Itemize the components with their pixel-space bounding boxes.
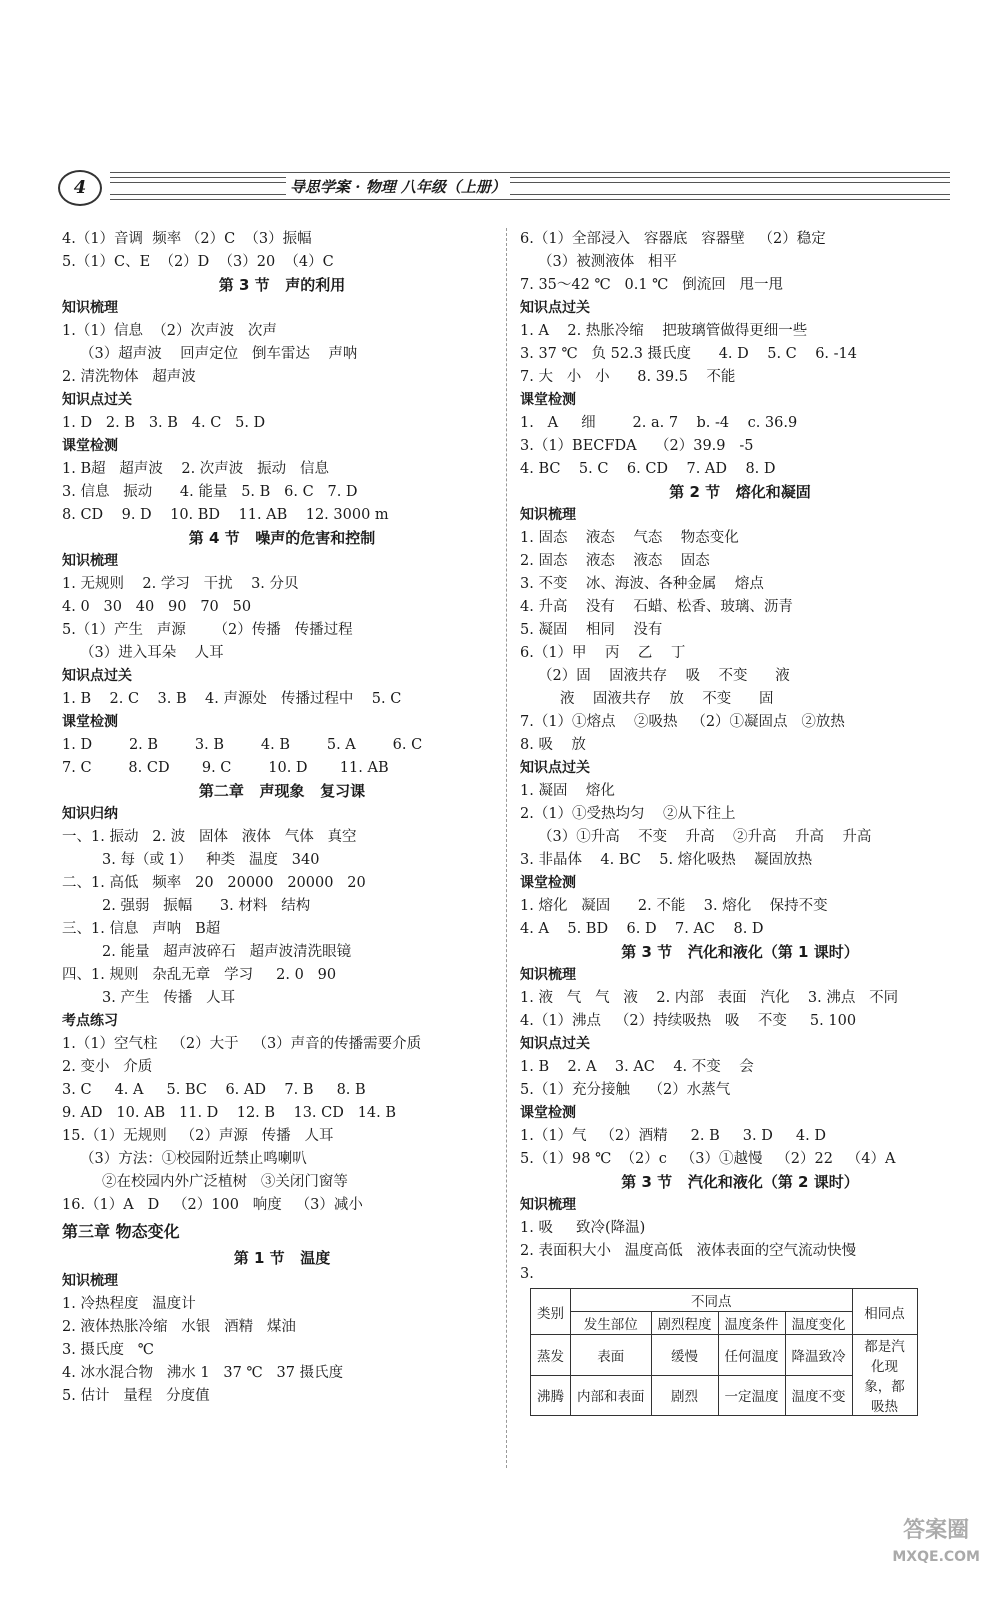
answer-line: 7.（1）①熔点 ②吸热 （2）①凝固点 ②放热 (520, 714, 845, 730)
table-cell: 内部和表面 (571, 1375, 652, 1416)
answer-line: （3）超声波 回声定位 倒车雷达 声呐 (80, 346, 358, 362)
answer-line: （3）被测液体 相平 (538, 254, 678, 270)
page-header (58, 162, 950, 208)
table-cell: 温度不变 (785, 1375, 852, 1416)
chapter-title: 第三章 物态变化 (62, 1222, 180, 1241)
answer-line: 3. 信息 振动 4. 能量 5. B 6. C 7. D (62, 484, 358, 500)
answer-line: 6.（1）甲 丙 乙 丁 (520, 645, 686, 661)
answer-line: 3. 摄氏度 ℃ (62, 1342, 154, 1358)
table-cell: 缓慢 (651, 1335, 718, 1376)
answer-line: 5.（1）充分接触 （2）水蒸气 (520, 1082, 731, 1098)
table-column-header: 发生部位 (571, 1312, 652, 1335)
answer-line: 1. 吸 致冷(降温) (520, 1220, 646, 1236)
answer-line: 9. AD 10. AB 11. D 12. B 13. CD 14. B (62, 1105, 397, 1121)
answer-line: 液 固液共存 放 不变 固 (560, 691, 774, 707)
subsection-heading: 课堂检测 (520, 875, 576, 891)
watermark-url: MXQE.COM (892, 1549, 980, 1565)
answer-line: 4. 冰水混合物 沸水 1 37 ℃ 37 摄氏度 (62, 1365, 344, 1381)
answer-line: 5.（1）C、E （2）D （3）20 （4）C (62, 254, 334, 270)
answer-line: 7. 35～42 ℃ 0.1 ℃ 倒流回 甩一甩 (520, 277, 784, 293)
answer-line: 4.（1）音调 频率 （2）C （3）振幅 (62, 231, 312, 247)
answer-line: （2）固 固液共存 吸 不变 液 (538, 668, 790, 684)
answer-line: ②在校园内外广泛植树 ③关闭门窗等 (102, 1174, 348, 1190)
table-column-header: 剧烈程度 (651, 1312, 718, 1335)
table-column-header: 温度变化 (785, 1312, 852, 1335)
section-title: 第 4 节 噪声的危害和控制 (188, 529, 376, 547)
answer-line: （3）①升高 不变 升高 ②升高 升高 升高 (538, 829, 872, 845)
subsection-heading: 知识归纳 (62, 806, 118, 822)
subsection-heading: 知识点过关 (520, 300, 590, 316)
answer-line: 2. 能量 超声波碎石 超声波清洗眼镜 (102, 944, 352, 960)
subsection-heading: 考点练习 (62, 1013, 118, 1029)
answer-line: （3）方法：①校园附近禁止鸣喇叭 (80, 1151, 307, 1167)
section-title: 第二章 声现象 复习课 (198, 782, 366, 800)
header-title: 导思学案 · 物理 八年级（上册） (286, 176, 510, 197)
page-number: 4 (58, 170, 102, 206)
answer-line: 1. A 细 2. a. 7 b. -4 c. 36.9 (520, 415, 798, 431)
comparison-table (530, 1288, 918, 1416)
section-title: 第 3 节 汽化和液化（第 1 课时） (621, 943, 859, 961)
answer-line: 8. CD 9. D 10. BD 11. AB 12. 3000 m (62, 507, 389, 523)
answer-line: 4. BC 5. C 6. CD 7. AD 8. D (520, 461, 776, 477)
table-column-header: 温度条件 (718, 1312, 785, 1335)
subsection-heading: 课堂检测 (520, 1105, 576, 1121)
table-corner: 类别 (531, 1289, 571, 1335)
subsection-heading: 知识点过关 (62, 392, 132, 408)
subsection-heading: 知识梳理 (62, 1273, 118, 1289)
subsection-heading: 知识梳理 (520, 967, 576, 983)
answer-line: 15.（1）无规则 （2）声源 传播 人耳 (62, 1128, 334, 1144)
answer-line: 5.（1）产生 声源 （2）传播 传播过程 (62, 622, 353, 638)
table-same-cell: 都是汽化现象，都吸热 (852, 1335, 917, 1416)
section-title: 第 1 节 温度 (233, 1249, 331, 1267)
answer-line: 6.（1）全部浸入 容器底 容器壁 （2）稳定 (520, 231, 826, 247)
subsection-heading: 知识梳理 (62, 553, 118, 569)
subsection-heading: 课堂检测 (62, 714, 118, 730)
subsection-heading: 知识梳理 (520, 1197, 576, 1213)
table-same-header: 相同点 (852, 1289, 917, 1335)
answer-line: 一、1. 振动 2. 波 固体 液体 气体 真空 (62, 829, 357, 845)
answer-line: 1. 液 气 气 液 2. 内部 表面 汽化 3. 沸点 不同 (520, 990, 899, 1006)
answer-line: 1. D 2. B 3. B 4. B 5. A 6. C (62, 737, 423, 753)
answer-line: 16.（1）A D （2）100 响度 （3）减小 (62, 1197, 363, 1213)
subsection-heading: 知识点过关 (520, 1036, 590, 1052)
answer-line: 1. B 2. C 3. B 4. 声源处 传播过程中 5. C (62, 691, 402, 707)
answer-line: 3. 产生 传播 人耳 (102, 990, 236, 1006)
answer-line: 2. 变小 介质 (62, 1059, 153, 1075)
answer-line: （3）进入耳朵 人耳 (80, 645, 224, 661)
answer-line: 2.（1）①受热均匀 ②从下往上 (520, 806, 736, 822)
answer-line: 3. C 4. A 5. BC 6. AD 7. B 8. B (62, 1082, 366, 1098)
table-cell: 剧烈 (651, 1375, 718, 1416)
table-cell: 降温致冷 (785, 1335, 852, 1376)
answer-line: 1. 熔化 凝固 2. 不能 3. 熔化 保持不变 (520, 898, 828, 914)
answer-line: 8. 吸 放 (520, 737, 586, 753)
column-divider (506, 228, 507, 1468)
table-row-label: 沸腾 (531, 1375, 571, 1416)
answer-line: 1. B 2. A 3. AC 4. 不变 会 (520, 1059, 754, 1075)
answer-line: 1. B超 超声波 2. 次声波 振动 信息 (62, 461, 329, 477)
answer-line: 3. 每（或 1） 种类 温度 340 (102, 852, 320, 868)
subsection-heading: 知识点过关 (62, 668, 132, 684)
answer-line: 3. 不变 冰、海波、各种金属 熔点 (520, 576, 764, 592)
subsection-heading: 课堂检测 (62, 438, 118, 454)
section-title: 第 3 节 汽化和液化（第 2 课时） (621, 1173, 859, 1191)
answer-line: 1.（1）气 （2）酒精 2. B 3. D 4. D (520, 1128, 826, 1144)
answer-line: 1. A 2. 热胀冷缩 把玻璃管做得更细一些 (520, 323, 808, 339)
answer-line: 7. C 8. CD 9. C 10. D 11. AB (62, 760, 389, 776)
table-group-header: 不同点 (571, 1289, 853, 1312)
table-cell: 任何温度 (718, 1335, 785, 1376)
subsection-heading: 知识点过关 (520, 760, 590, 776)
answer-line: 1. 固态 液态 气态 物态变化 (520, 530, 739, 546)
subsection-heading: 课堂检测 (520, 392, 576, 408)
answer-line: 三、1. 信息 声呐 B超 (62, 921, 221, 937)
answer-line: 4.（1）沸点 （2）持续吸热 吸 不变 5. 100 (520, 1013, 857, 1029)
table-cell: 表面 (571, 1335, 652, 1376)
answer-line: 1. D 2. B 3. B 4. C 5. D (62, 415, 266, 431)
answer-line: 1. 冷热程度 温度计 (62, 1296, 196, 1312)
left-column (62, 228, 502, 1408)
header-decoration (110, 168, 950, 200)
answer-line: 1.（1）空气柱 （2）大于 （3）声音的传播需要介质 (62, 1036, 422, 1052)
answer-line: 3. 37 ℃ 负 52.3 摄氏度 4. D 5. C 6. -14 (520, 346, 857, 362)
answer-line: 2. 液体热胀冷缩 水银 酒精 煤油 (62, 1319, 296, 1335)
answer-line: 3.（1）BECFDA （2）39.9 -5 (520, 438, 754, 454)
subsection-heading: 知识梳理 (62, 300, 118, 316)
answer-line: 4. 0 30 40 90 70 50 (62, 599, 252, 615)
answer-line: 四、1. 规则 杂乱无章 学习 2. 0 90 (62, 967, 337, 983)
watermark-logo: 答案圈 (903, 1518, 970, 1543)
section-title: 第 2 节 熔化和凝固 (669, 483, 811, 501)
answer-line: 4. 升高 没有 石蜡、松香、玻璃、沥青 (520, 599, 793, 615)
section-title: 第 3 节 声的利用 (218, 276, 346, 294)
answer-line: 7. 大 小 小 8. 39.5 不能 (520, 369, 736, 385)
answer-line: 1. 无规则 2. 学习 干扰 3. 分贝 (62, 576, 299, 592)
answer-line: 1.（1）信息 （2）次声波 次声 (62, 323, 277, 339)
answer-line: 5.（1）98 ℃ （2）c （3）①越慢 （2）22 （4）A (520, 1151, 896, 1167)
answer-line: 2. 表面积大小 温度高低 液体表面的空气流动快慢 (520, 1243, 857, 1259)
answer-line: 3. 非晶体 4. BC 5. 熔化吸热 凝固放热 (520, 852, 813, 868)
table-cell: 一定温度 (718, 1375, 785, 1416)
answer-line: 1. 凝固 熔化 (520, 783, 615, 799)
answer-line: 2. 固态 液态 液态 固态 (520, 553, 710, 569)
answer-line: 4. A 5. BD 6. D 7. AC 8. D (520, 921, 764, 937)
answer-line: 二、1. 高低 频率 20 20000 20000 20 (62, 875, 366, 891)
answer-line: 2. 清洗物体 超声波 (62, 369, 196, 385)
answer-line: 5. 凝固 相同 没有 (520, 622, 663, 638)
answer-line: 5. 估计 量程 分度值 (62, 1388, 210, 1404)
table-row-label: 蒸发 (531, 1335, 571, 1376)
right-column (520, 228, 960, 1416)
watermark (892, 1518, 980, 1570)
subsection-heading: 知识梳理 (520, 507, 576, 523)
answer-line: 3. (520, 1266, 534, 1282)
answer-line: 2. 强弱 振幅 3. 材料 结构 (102, 898, 311, 914)
